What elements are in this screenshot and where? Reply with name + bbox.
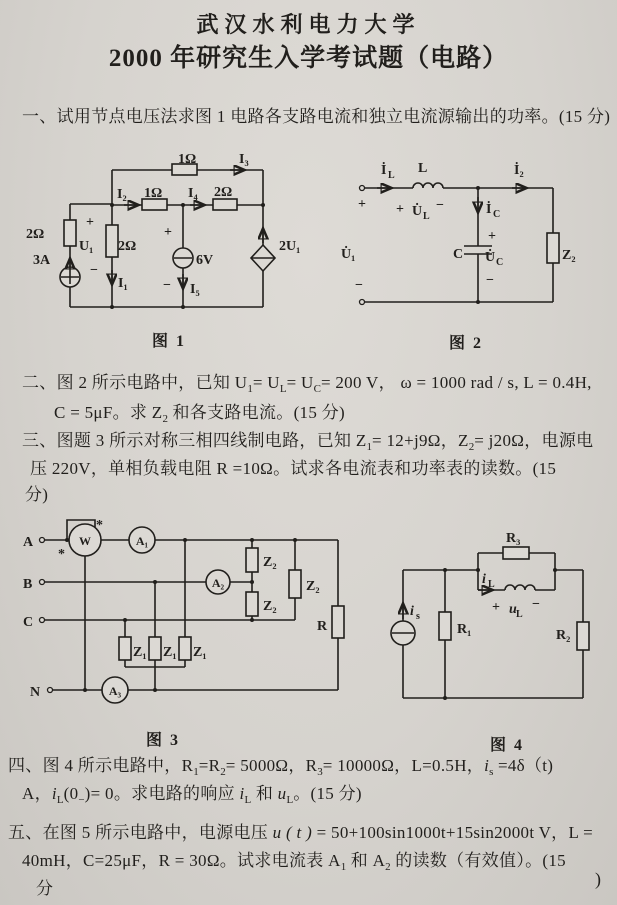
fig4-label-ul-sub: L [516, 609, 523, 620]
exam-title: 2000 年研究生入学考试题（电路） [108, 45, 509, 72]
fig4-inductor [505, 585, 535, 590]
question-5-line-3 [36, 878, 53, 899]
text-segment: 1 [247, 383, 253, 395]
question-4-line-1 [8, 755, 553, 780]
text-segment: 二、图 2 所示电路中，已知 U [22, 373, 248, 392]
fig2-label-ul-sub: L [423, 211, 430, 222]
fig4-label-r1: R₁ [457, 622, 472, 637]
text-segment: 四、图 4 所示电路中，R [8, 756, 194, 775]
fig2-label-minus-uc: − [486, 273, 494, 288]
text-segment: 压 220V，单相负载电阻 R =10Ω。试求各电流表和功率表的读数。(15 [30, 459, 557, 478]
fig1-label-source-3a: 3A [33, 253, 51, 268]
fig2-caption: 图 2 [449, 335, 484, 352]
text-segment: 2 [162, 413, 168, 425]
fig2-label-c: C [453, 247, 464, 262]
fig3-label-z2-top: Z₂ [263, 555, 277, 570]
text-segment: L [244, 794, 252, 806]
fig2-label-plus-in: + [358, 197, 366, 212]
fig2-label-i2: İ₂ [514, 163, 524, 178]
fig1-current-source-3a [60, 260, 80, 287]
university-title: 武汉水利电力大学 [196, 12, 421, 37]
fig2-label-ul: U̇ [412, 204, 423, 219]
fig4-label-plus-ul: + [492, 600, 500, 615]
fig2-wires [365, 188, 553, 302]
fig3-label-phase-c: C [23, 615, 34, 630]
figure-1-circuit [18, 148, 322, 352]
fig3-label-z1-a: Z₁ [133, 645, 147, 660]
text-segment: = 200 V， ω = 1000 rad / s, L = 0.4H, [320, 373, 592, 392]
fig1-dependent-source-2u1 [251, 230, 275, 271]
figure-2-circuit [333, 152, 583, 354]
text-segment: 3 [317, 766, 323, 778]
text-segment: = 10000Ω，L=0.5H， [322, 756, 485, 775]
text-segment: 和各支路电流。(15 分) [167, 403, 345, 422]
text-segment: u ( t ) [272, 823, 313, 842]
text-segment: 2 [385, 861, 391, 873]
fig3-wattmeter-star-top: * [96, 518, 103, 533]
fig4-label-is: i [410, 604, 414, 619]
text-segment: =4δ（t) [493, 756, 554, 775]
fig1-label-i2: I₂ [117, 187, 127, 202]
question-3-line-2 [30, 458, 556, 479]
fig2-label-l: L [418, 161, 428, 176]
fig1-label-minus-6v: − [163, 278, 171, 293]
text-segment: 的读数（有效值）。(15 [390, 851, 566, 870]
fig3-label-neutral: N [30, 685, 41, 700]
fig3-label-z1-c: Z₁ [193, 645, 207, 660]
fig3-label-phase-a: A [23, 535, 34, 550]
question-5-line-2 [22, 850, 566, 875]
text-segment: L [56, 794, 64, 806]
text-segment: 2 [468, 441, 475, 453]
text-segment: 40mH，C=25μF，R = 30Ω。试求电流表 A [22, 851, 341, 870]
fig4-label-il-sub: L [488, 579, 495, 590]
fig4-label-r2: R₂ [556, 628, 571, 643]
text-segment: 分 [36, 879, 54, 898]
fig1-label-i1: I₁ [118, 276, 128, 291]
text-segment: i [484, 756, 490, 775]
fig1-voltage-source-6v [173, 248, 193, 268]
fig4-caption: 图 4 [490, 737, 525, 754]
question-3-line-3 [25, 484, 48, 505]
fig4-label-ul: u [509, 602, 517, 617]
fig3-label-z2-bottom: Z₂ [263, 599, 277, 614]
text-segment: 一、试用节点电压法求图 1 电路各支路电流和独立电流源输出的功率。(15 分) [22, 107, 611, 126]
text-segment: )= 0。求电路的响应 [84, 784, 240, 803]
text-segment: = 5000Ω，R [225, 756, 318, 775]
fig3-label-r: R [317, 619, 328, 634]
fig4-label-is-sub: s [416, 611, 420, 622]
fig1-label-i4: I₄ [188, 186, 198, 201]
text-segment: 分) [25, 485, 49, 504]
fig2-label-il-sub: L [388, 170, 395, 181]
fig3-loads [119, 548, 344, 660]
fig2-label-uc-sub: C [496, 257, 504, 268]
fig2-label-minus-ul: − [436, 198, 444, 213]
fig3-caption: 图 3 [146, 732, 181, 749]
text-segment: = 12+j9Ω，Z [372, 431, 469, 450]
fig1-label-plus-u1: + [86, 215, 94, 230]
fig3-label-wattmeter: W [79, 534, 91, 548]
fig1-label-mid-resistor: 2Ω [118, 239, 137, 254]
fig1-label-top-1ohm: 1Ω [178, 152, 197, 167]
fig2-label-ic: İ [486, 202, 492, 217]
text-segment: 和 [251, 784, 278, 803]
fig1-label-2ohm: 2Ω [214, 185, 233, 200]
text-segment: − [78, 794, 85, 806]
question-4-line-2 [22, 783, 362, 808]
fig4-label-minus-ul: − [532, 597, 540, 612]
text-segment: u [277, 784, 287, 803]
fig1-label-plus-6v: + [164, 225, 172, 240]
text-segment: i [51, 784, 57, 803]
text-segment: s [489, 766, 494, 778]
text-segment: =R [198, 756, 221, 775]
text-segment: 1 [340, 861, 347, 873]
fig2-label-il: İ [381, 163, 387, 178]
fig2-label-plus-ul: + [396, 202, 404, 217]
fig3-label-z1-b: Z₁ [163, 645, 177, 660]
fig1-label-u1: U₁ [79, 239, 94, 254]
text-segment: 2 [220, 766, 226, 778]
text-segment: i [239, 784, 245, 803]
fig1-label-1ohm: 1Ω [144, 186, 163, 201]
text-segment: L [286, 794, 294, 806]
question-2-line-1 [22, 372, 592, 397]
text-segment: L [279, 383, 287, 395]
text-segment: 1 [193, 766, 199, 778]
fig2-impedance-z2 [547, 233, 559, 263]
text-segment: A， [22, 784, 52, 803]
text-segment: = U [286, 373, 314, 392]
fig3-terminals [40, 538, 53, 693]
figure-4-circuit [373, 522, 615, 755]
fig4-label-il: i [482, 572, 486, 587]
fig4-wires [403, 553, 583, 698]
text-segment: = U [252, 373, 280, 392]
question-1-line-1 [22, 106, 610, 127]
text-segment: 五、在图 5 所示电路中，电源电压 [8, 823, 273, 842]
text-segment: 。(15 分) [293, 784, 362, 803]
fig1-label-i3: I₃ [239, 152, 249, 167]
question-2-line-2 [54, 402, 345, 427]
text-segment: = 50+100sin1000t+15sin2000t V，L = [312, 823, 593, 842]
text-segment: C [313, 383, 321, 395]
text-segment: = j20Ω，电源电 [474, 431, 594, 450]
figure-3-circuit [13, 510, 363, 752]
fig3-label-a3: A₃ [108, 684, 122, 698]
trailing-parenthesis: ) [595, 869, 601, 889]
fig1-label-6v: 6V [196, 253, 214, 268]
fig4-label-r3: R₃ [506, 531, 521, 546]
fig1-label-left-resistor: 2Ω [26, 227, 45, 242]
text-segment: 1 [366, 441, 373, 453]
question-3-line-1 [22, 430, 593, 455]
fig3-label-a1: A₁ [135, 534, 149, 548]
question-5-line-1 [8, 822, 593, 843]
fig2-label-plus-uc: + [488, 229, 496, 244]
text-segment: C = 5μF。求 Z [54, 403, 163, 422]
fig3-label-z2-right: Z₂ [306, 579, 320, 594]
fig1-label-2u1: 2U₁ [279, 239, 301, 254]
fig2-label-z2: Z₂ [562, 248, 576, 263]
fig1-label-minus-u1: − [90, 263, 98, 278]
fig3-wattmeter-star-left: * [58, 547, 65, 562]
fig1-caption: 图 1 [152, 333, 187, 350]
fig2-inductor [413, 183, 443, 188]
fig2-label-u1: U̇₁ [341, 247, 356, 262]
fig3-label-phase-b: B [23, 577, 33, 592]
fig1-label-i5: I₅ [190, 282, 200, 297]
text-segment: (0 [63, 784, 79, 803]
fig2-label-ic-sub: C [493, 209, 501, 220]
text-segment: 三、图题 3 所示对称三相四线制电路，已知 Z [22, 431, 367, 450]
fig2-label-uc: U̇ [485, 250, 496, 265]
text-segment: 和 A [346, 851, 386, 870]
fig2-label-minus-in: − [355, 278, 363, 293]
fig3-label-a2: A₂ [211, 576, 225, 590]
